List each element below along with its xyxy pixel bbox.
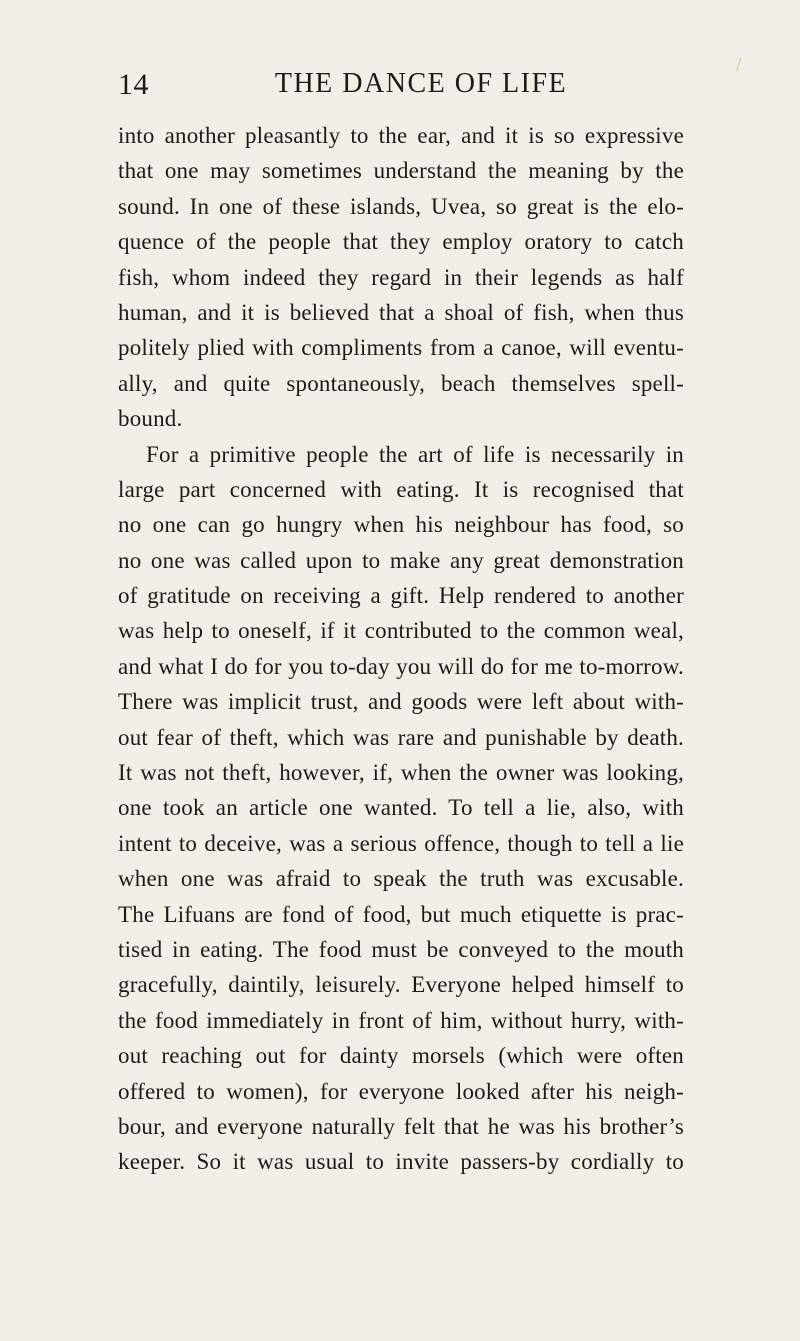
text-line: of gratitude on receiving a gift. Help rendered to another (118, 583, 684, 609)
text-line: intent to deceive, was a serious offence, though to tell a lie (118, 830, 684, 856)
paragraph-first-line: For a primitive people the art of life is necessarily in (146, 441, 684, 467)
text-line: quence of the people that they employ oratory to catch (118, 229, 684, 255)
text-line: and what I do for you to-day you will do for me to-morrow. (118, 653, 684, 679)
text-line: gracefully, daintily, leisurely. Everyone helped himself to (118, 972, 684, 998)
text-line: human, and it is believed that a shoal of fish, when thus (118, 299, 684, 325)
text-line: politely plied with compliments from a canoe, will eventu- (118, 335, 684, 361)
paper-mark (736, 58, 745, 73)
text-line: It was not theft, however, if, when the owner was looking, (118, 760, 684, 786)
text-line: bour, and everyone naturally felt that he was his brother’s (118, 1113, 684, 1139)
text-line: offered to women), for everyone looked after his neigh- (118, 1078, 684, 1104)
text-line: tised in eating. The food must be conveyed to the mouth (118, 936, 684, 962)
book-title: THE DANCE OF LIFE (274, 68, 568, 99)
text-line: out fear of theft, which was rare and punishable by death. (118, 724, 684, 750)
page-number: 14 (118, 68, 149, 101)
text-line: no one can go hungry when his neighbour has food, so (118, 512, 684, 538)
text-line: large part concerned with eating. It is recognised that (118, 476, 684, 502)
text-line: bound. (118, 406, 183, 432)
text-line: fish, whom indeed they regard in their legends as half (118, 264, 684, 290)
text-line: one took an article one wanted. To tell a lie, also, with (118, 795, 684, 821)
text-line: There was implicit trust, and goods were left about with- (118, 689, 684, 715)
text-line: sound. In one of these islands, Uvea, so great is the elo- (118, 193, 684, 219)
text-line: was help to oneself, if it contributed to the common weal, (118, 618, 684, 644)
text-line: that one may sometimes understand the meaning by the (118, 158, 684, 184)
text-line: no one was called upon to make any great demonstration (118, 547, 684, 573)
body-text (118, 118, 684, 1180)
text-line: keeper. So it was usual to invite passers-by cordially to (118, 1149, 684, 1175)
running-head (118, 68, 684, 108)
text-line: ally, and quite spontaneously, beach themselves spell- (118, 370, 684, 396)
text-line: the food immediately in front of him, without hurry, with- (118, 1007, 684, 1033)
text-line: The Lifuans are fond of food, but much etiquette is prac- (118, 901, 684, 927)
text-line: out reaching out for dainty morsels (which were often (118, 1043, 684, 1069)
text-line: into another pleasantly to the ear, and it is so expressive (118, 123, 684, 148)
text-line: when one was afraid to speak the truth was excusable. (118, 866, 684, 892)
